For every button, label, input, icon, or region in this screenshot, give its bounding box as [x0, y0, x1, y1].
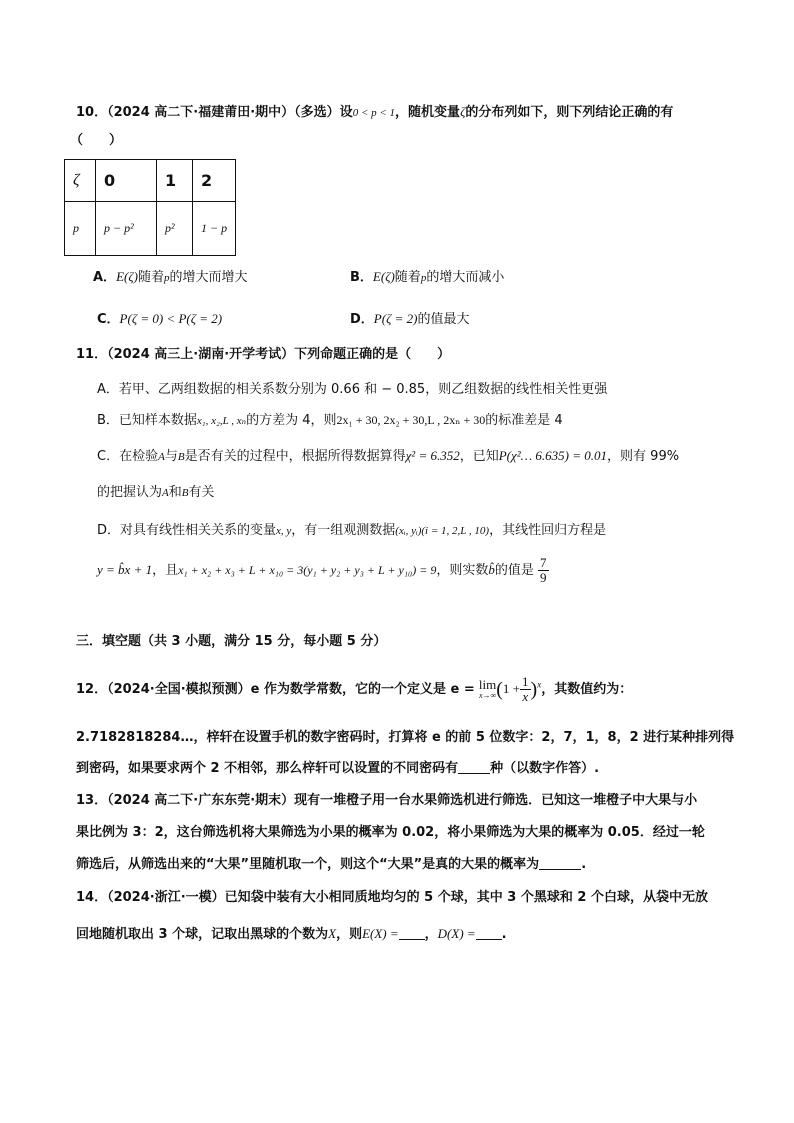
answer-blank[interactable]: [539, 857, 581, 870]
q14-var: X: [328, 926, 337, 941]
fraction: [520, 675, 531, 704]
q14-math: D(X) =: [437, 926, 476, 941]
option-text: 与: [164, 449, 178, 464]
option-math: P(χ²… 6.635) = 0.01: [498, 448, 608, 463]
option-text: 的增大而减小: [426, 270, 505, 285]
option-label: A．: [93, 270, 117, 285]
one-plus: 1 +: [502, 681, 521, 696]
option-var: A: [158, 451, 165, 463]
q14-math: E(X) =: [362, 926, 399, 941]
option-text: B．已知样本数据: [97, 413, 197, 428]
table-row: [65, 160, 236, 202]
q10-option-d: [350, 310, 469, 329]
q11-option-c: [97, 447, 679, 466]
q12-line1: 12．（2024·全国·模拟预测）e 作为数学常数，它的一个定义是 e = lim x→∞ (1 + $\frac{1}{x}$ )$^x$，其数值约为：: [76, 674, 633, 704]
option-text: 的方差为 4，则: [246, 413, 337, 428]
table-cell: p − p²: [96, 202, 157, 256]
option-text: ，则有 99%: [607, 449, 680, 464]
q14-line1: 14．（2024·浙江·一模）已知袋中装有大小相同质地均匀的 5 个球，其中 3 个黑球和 2 个白球，从袋中无放: [76, 890, 708, 905]
fraction-numerator: 7: [540, 555, 547, 570]
q14-text: .: [501, 927, 507, 942]
fraction: [538, 556, 549, 585]
q10-intro: 10．（2024 高二下·福建莆田·期中）（多选）设: [76, 105, 353, 120]
q11-option-b: [97, 411, 563, 430]
q14-text: 回地随机取出 3 个球，记取出黑球的个数为: [76, 927, 329, 942]
option-var: b̂: [488, 562, 495, 577]
option-text: 是否有关的过程中，根据所得数据算得: [184, 449, 406, 464]
q10-text-c: 的分布列如下，则下列结论正确的有: [465, 105, 674, 120]
fraction-denominator: 9: [540, 570, 547, 585]
q10-condition: 0 < p < 1: [352, 107, 396, 119]
q10-option-c: [97, 310, 222, 329]
lim-text: lim: [478, 676, 497, 692]
option-text: 和: [168, 485, 182, 500]
option-var: B: [181, 487, 189, 499]
option-math: P(ζ = 0) < P(ζ = 2): [119, 311, 223, 326]
q10-option-b: [350, 268, 504, 287]
answer-blank[interactable]: [399, 927, 425, 940]
table-row: [65, 202, 236, 256]
q14-text: ，: [424, 927, 438, 942]
option-text: ，则实数: [436, 563, 489, 578]
table-cell: 1 − p: [193, 202, 236, 256]
option-math: E(ζ): [116, 269, 138, 284]
q11-option-d: [97, 522, 606, 540]
q13-line2: 果比例为 3：2，这台筛选机将大果筛选为小果的概率为 0.02，将小果筛选为大果的概率为 0.05．经过一轮: [76, 825, 705, 840]
fraction-denominator: x: [522, 689, 529, 704]
table-cell: p²: [157, 202, 193, 256]
q12-text: 种（以数字作答）.: [490, 761, 600, 776]
option-var: x, y: [276, 525, 292, 537]
fraction-numerator: 1: [522, 674, 529, 689]
option-text: ，有一组观测数据: [291, 523, 396, 538]
option-var: A: [162, 487, 169, 499]
option-text: ，已知: [459, 449, 499, 464]
option-text: 随着: [137, 270, 164, 285]
q11-option-d-line2: [97, 556, 549, 585]
option-math: (xᵢ, yᵢ)(i = 1, 2,L , 10): [395, 525, 490, 537]
option-label: B．: [350, 270, 373, 285]
q12-text: ，其数值约为：: [541, 682, 633, 697]
option-math: x₁ + x₂ + x₃ + L + x₁₀ = 3(y₁ + y₂ + y₃ + L + y₁₀) = 9: [178, 563, 437, 577]
q11-option-a: A．若甲、乙两组数据的相关系数分别为 0.66 和 − 0.85，则乙组数据的线性相关性更强: [97, 382, 608, 397]
q13-text: .: [581, 857, 587, 872]
q13-text: 筛选后，从筛选出来的“大果”里随机取一个，则这个“大果”是真的大果的概率为: [76, 857, 540, 872]
option-text: 的把握认为: [97, 485, 163, 500]
option-text: 随着: [394, 270, 421, 285]
q11-option-c-line2: [97, 484, 215, 502]
q12-line2: 2.7182818284…，梓轩在设置手机的数字密码时，打算将 e 的前 5 位数字：2，7，1，8，2 进行某种排列得: [76, 730, 735, 745]
table-cell: 1: [157, 160, 193, 202]
option-text: ，且: [152, 563, 179, 578]
answer-blank[interactable]: [476, 927, 502, 940]
q13-line1: 13．（2024 高二下·广东东莞·期末）现有一堆橙子用一台水果筛选机进行筛选．已知这一堆橙子中大果与小: [76, 793, 698, 808]
option-math: χ² = 6.352: [405, 448, 460, 463]
option-text: 有关: [188, 485, 215, 500]
option-text: ，其线性回归方程是: [489, 523, 607, 538]
option-text: 的值最大: [417, 312, 470, 327]
distribution-table: [64, 159, 236, 256]
option-var: p: [420, 272, 427, 284]
option-var: p: [163, 272, 170, 284]
q10-zeta: ζ: [460, 104, 466, 119]
option-text: C．在检验: [97, 449, 159, 464]
option-label: C．: [97, 312, 120, 327]
exponent: x: [537, 679, 542, 690]
option-math: P(ζ = 2): [373, 311, 418, 326]
option-math: 2x₁ + 30, 2x₂ + 30,L , 2xₙ + 30: [336, 413, 486, 427]
q11-stem: 11．（2024 高三上·湖南·开学考试）下列命题正确的是（ ）: [76, 347, 451, 362]
q12-line3: [76, 760, 599, 778]
q12-text: 到密码，如果要求两个 2 不相邻，那么梓轩可以设置的不同密码有: [76, 761, 459, 776]
table-cell: p: [65, 202, 96, 256]
option-math: x₁, x₂,L , xₙ: [196, 415, 247, 427]
table-cell: 0: [96, 160, 157, 202]
option-text: 的增大而增大: [169, 270, 248, 285]
option-label: D．: [350, 312, 374, 327]
section-title: 三．填空题（共 3 小题，满分 15 分，每小题 5 分）: [76, 634, 387, 649]
q10-stem: [76, 103, 673, 122]
option-text: 的值是: [494, 563, 534, 578]
q10-text-b: ，随机变量: [395, 105, 461, 120]
option-var: B: [177, 451, 185, 463]
option-text: 的标准差是 4: [485, 413, 563, 428]
answer-blank[interactable]: [458, 761, 490, 774]
limit-operator: [478, 676, 497, 701]
q13-line3: [76, 856, 586, 874]
q12-intro: 12．（2024·全国·模拟预测）e 作为数学常数，它的一个定义是 e =: [76, 682, 475, 697]
q10-option-a: [93, 268, 247, 287]
option-text: D．对具有线性相关关系的变量: [97, 523, 277, 538]
lim-subscript: x→∞: [478, 690, 497, 700]
option-math: y = b̂x + 1: [97, 562, 153, 577]
q14-text: ，则: [336, 927, 363, 942]
table-cell: ζ: [65, 160, 96, 202]
q14-line2: [76, 925, 507, 944]
q10-paren: （ ）: [70, 133, 123, 148]
table-cell: 2: [193, 160, 236, 202]
option-math: E(ζ): [372, 269, 395, 284]
